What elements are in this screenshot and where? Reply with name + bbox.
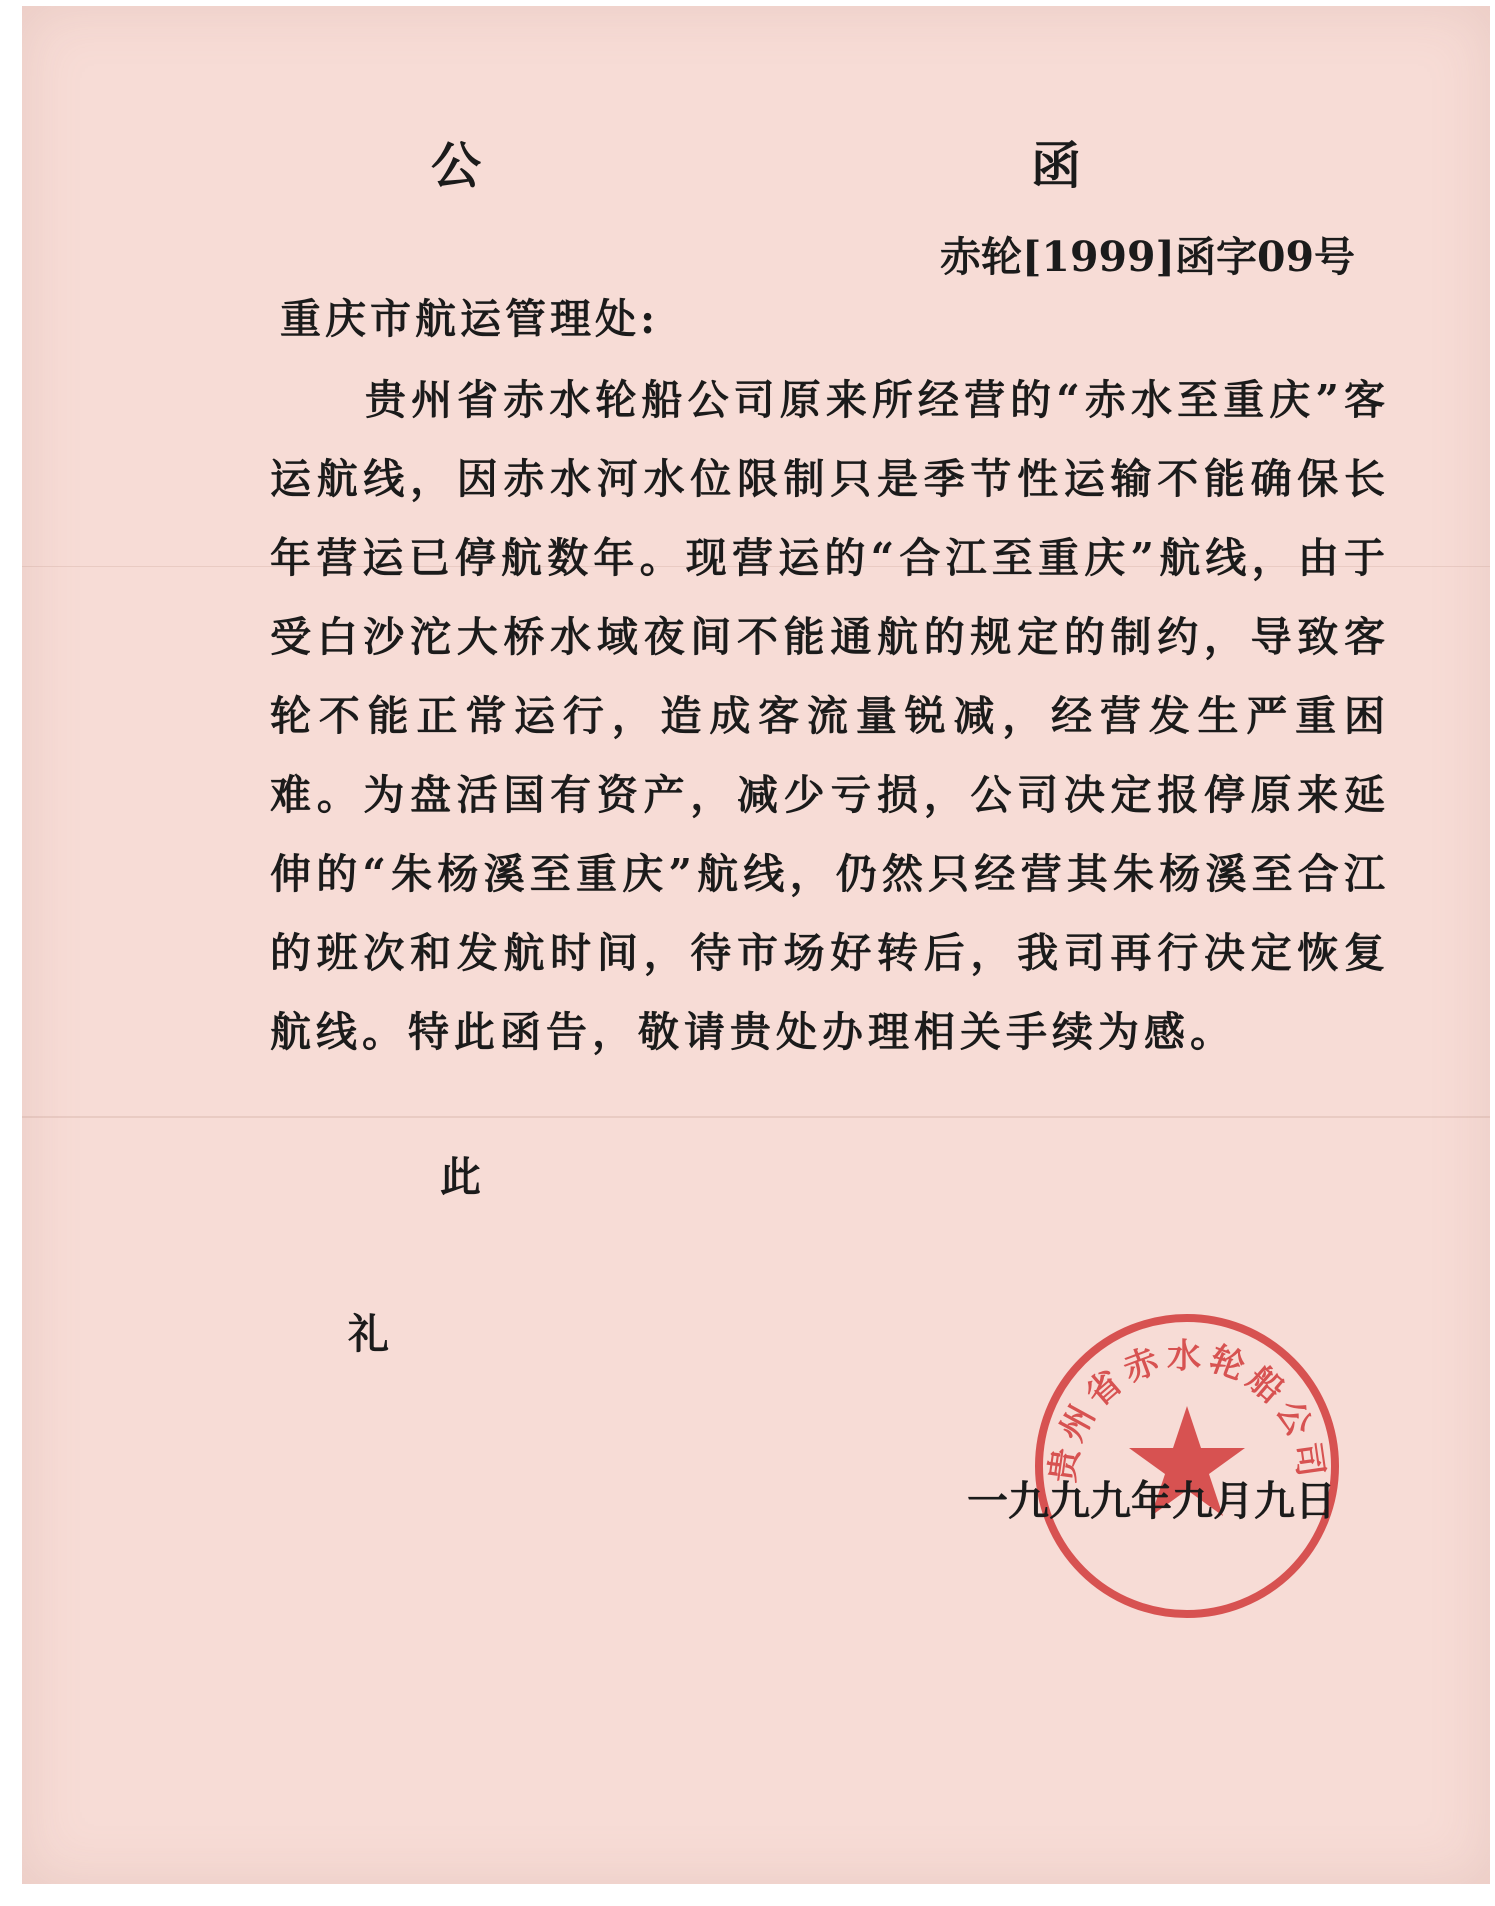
closing-salutation-1: 此 [440, 1153, 481, 1201]
letter-date: 一九九九年九月九日 [967, 1477, 1336, 1525]
letter-title: 公 函 [431, 136, 1231, 195]
paper-crease [22, 1116, 1490, 1118]
seal-text: 贵州省赤水轮船公司 [1042, 1336, 1332, 1486]
letter-body: 贵州省赤水轮船公司原来所经营的“赤水至重庆”客运航线，因赤水河水位限制只是季节性运输不能确保长年营运已停航数年。现营运的“合江至重庆”航线，由于受白沙沱大桥水域夜间不能通航的规定的制约，导致客轮不能正常运行，造成客流量锐减，经营发生严重困难。为盘活国有资产，减少亏损，公司决定报停原来延伸的“朱杨溪至重庆”航线，仍然只经营其朱杨溪至合江的班次和发航时间，待市场好转后，我司再行决定恢复航线。特此函告，敬请贵处办理相关手续为感。 [270, 376, 1390, 1056]
document-number: 赤轮[1999]函字09号 [940, 233, 1355, 281]
recipient: 重庆市航运管理处: [280, 295, 660, 343]
closing-salutation-2: 礼 [348, 1310, 389, 1358]
official-seal [1027, 1306, 1347, 1626]
letter-paper [22, 6, 1490, 1884]
